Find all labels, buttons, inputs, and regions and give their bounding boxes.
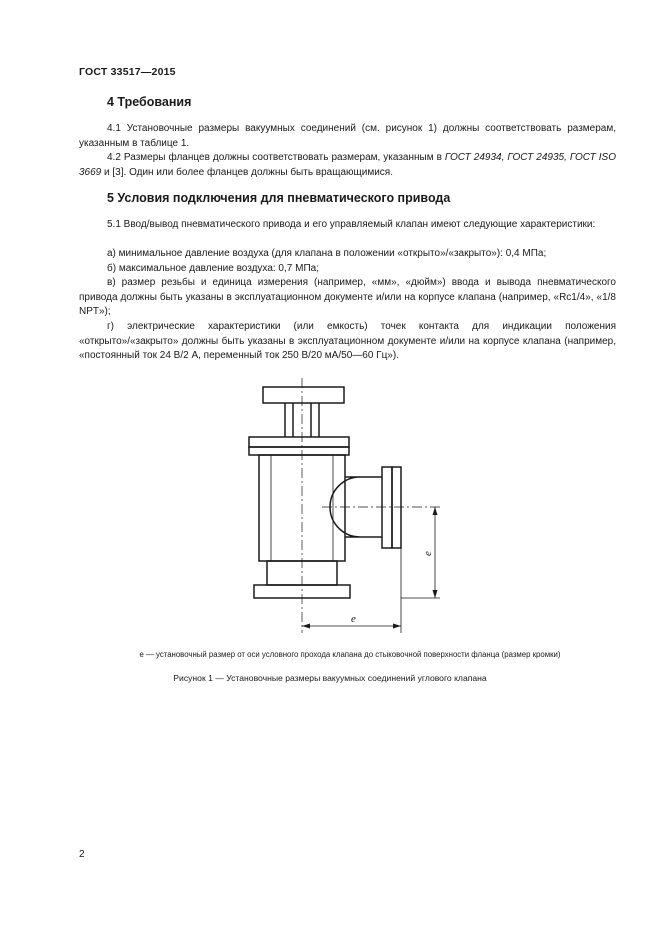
paragraph-4-2: 4.2 Размеры фланцев должны соответствовать размерам, указанным в ГОСТ 24934, ГОСТ 24935, ГОСТ ISO 3669 и [3]. Один или более фланцев должны быть вращающимися. [79,152,616,178]
section-4-heading: 4 Требования [107,95,192,109]
page-number: 2 [79,849,85,860]
standards-references: ГОСТ 24934, ГОСТ 24935, ГОСТ ISO 3669 [79,152,616,178]
side-flange-outer [392,467,401,548]
dimension-label-vertical: e [422,551,434,556]
list-item-c: в) размер резьбы и единица измерения (например, «мм», «дюйм») ввода и вывода пневматического привода должны быть указаны в эксплуатационном документе и/или на корпусе клапана (например, «Rc1/4», «1/8 NPT»); [79,277,616,318]
list-item-a: а) минимальное давление воздуха (для клапана в положении «открыто»/«закрыто»): 0,4 МПа; [107,248,547,259]
document-header: ГОСТ 33517—2015 [79,66,176,78]
bonnet-flange-upper [249,437,349,447]
bonnet-flange-lower [249,447,349,455]
dimension-label-e: e [351,613,356,625]
section-5-heading: 5 Условия подключения для пневматического привода [107,191,451,205]
side-flange-inner [382,467,392,548]
handwheel [263,387,344,403]
list-item-b: б) максимальное давление воздуха: 0,7 МПа; [107,263,319,274]
list-item-d: г) электрические характеристики (или емкость) точек контакта для индикации положения «открыто»/«закрыто» должны быть указаны в эксплуатационном документе и/или на корпусе клапана (например, «постоянный ток 24 В/2 А, переменный ток 250 В/20 мА/50—60 Гц»). [79,321,616,362]
figure-note: e — установочный размер от оси условного прохода клапана до стыковочной поверхности фланца (размер кромки) [139,650,561,659]
figure-caption: Рисунок 1 — Установочные размеры вакуумных соединений углового клапана [173,673,487,683]
paragraph-5-1: 5.1 Ввод/вывод пневматического привода и его управляемый клапан имеют следующие характеристики: [107,219,596,230]
paragraph-4-1: 4.1 Установочные размеры вакуумных соединений (см. рисунок 1) должны соответствовать размерам, указанным в таблице 1. [79,123,616,149]
